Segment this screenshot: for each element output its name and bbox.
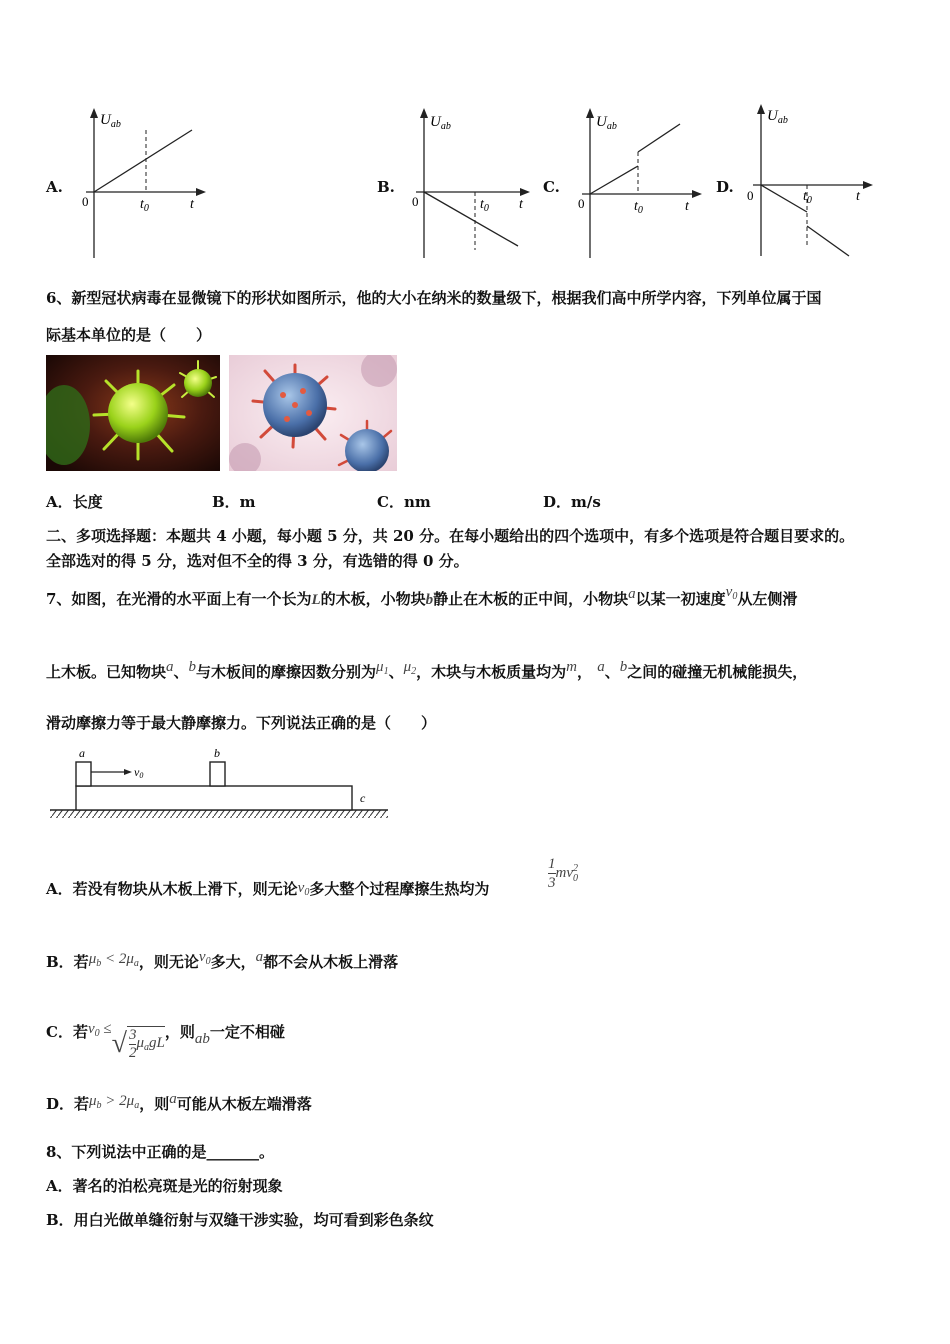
q7-stem-line3: 滑动摩擦力等于最大静摩擦力。下列说法正确的是（ ） <box>46 714 437 732</box>
fig-label-a: a <box>79 746 85 760</box>
q8-option-b: B．用白光做单缝衍射与双缝干涉实验，均可看到彩色条纹 <box>46 1211 434 1229</box>
graph-a-t: t <box>190 197 194 212</box>
graph-a-ylabel: $U_{ab}$ <box>100 112 121 130</box>
graph-a <box>78 104 208 264</box>
graph-d-ylabel: $U_{ab}$ <box>767 108 788 126</box>
graph-d-t: t <box>856 189 860 204</box>
virus-image-blue <box>229 355 397 471</box>
q6-option-c: C．nm <box>377 493 431 511</box>
graph-a-t0: $t_0$ <box>140 197 149 214</box>
q7-option-d: D．若$\mu_b > 2\mu_a$，则a可能从木板左端滑落 <box>46 1091 312 1113</box>
q6-option-a: A．长度 <box>46 493 103 511</box>
fig-label-b: b <box>214 746 220 760</box>
graph-d-t0: $t_0$ <box>803 189 812 206</box>
q6-stem-line2: 际基本单位的是（ ） <box>46 326 212 344</box>
q8-stem: 8、下列说法中正确的是_______。 <box>46 1143 274 1161</box>
graph-b-origin: 0 <box>412 194 419 209</box>
q7-option-c: C．若$v_0$ ≤√ $\frac{3}{2}$ $\mu_agL$，则ab一定不相碰 <box>46 1021 285 1061</box>
graph-c-label: C. <box>543 178 560 196</box>
graph-b-ylabel: $U_{ab}$ <box>430 114 451 132</box>
board-c <box>76 786 352 810</box>
graph-b-t0: $t_0$ <box>480 197 489 214</box>
graph-c <box>574 104 704 264</box>
section2-instructions-line1: 二、多项选择题：本题共 4 小题，每小题 5 分，共 20 分。在每小题给出的四个选项中，有多个选项是符合题目要求的。 <box>46 527 855 545</box>
section2-instructions-line2: 全部选对的得 5 分，选对但不全的得 3 分，有选错的得 0 分。 <box>46 552 469 570</box>
graph-b-t: t <box>519 197 523 212</box>
graph-c-origin: 0 <box>578 196 585 211</box>
graph-c-t0: $t_0$ <box>634 199 643 216</box>
graph-b <box>408 104 538 264</box>
graph-a-origin: 0 <box>82 194 89 209</box>
graph-b-label: B. <box>377 178 395 196</box>
q6-stem-line1: 6、新型冠状病毒在显微镜下的形状如图所示，他的大小在纳米的数量级下，根据我们高中所学内容，下列单位属于国 <box>46 289 822 307</box>
q7-board-figure <box>46 744 392 826</box>
q7-stem-line2: 上木板。已知物块a、b与木板间的摩擦因数分别为$\mu_1$、$\mu_2$，木块与木板质量均为m， a、b之间的碰撞无机械能损失， <box>46 659 808 681</box>
q7-option-b: B．若$\mu_b < 2\mu_a$，则无论$v_0$多大，a都不会从木板上滑落 <box>46 949 399 971</box>
graph-c-ylabel: $U_{ab}$ <box>596 114 617 132</box>
graph-a-label: A. <box>46 178 63 196</box>
q7-option-a: A．若没有物块从木板上滑下，则无论$v_0$多大整个过程摩擦生热均为 <box>46 880 490 898</box>
q8-option-a: A．著名的泊松亮斑是光的衍射现象 <box>46 1177 283 1195</box>
graph-d <box>745 100 875 262</box>
graph-c-t: t <box>685 199 689 214</box>
q6-option-d: D．m/s <box>543 493 601 511</box>
q7-option-a-formula: $\frac{1}{3}$ mv 2 0 <box>548 856 578 891</box>
q6-option-b: B．m <box>212 493 256 511</box>
fig-label-c: c <box>360 791 366 805</box>
graph-d-origin: 0 <box>747 188 754 203</box>
fig-label-v0: v0 <box>134 765 144 780</box>
virus-image-green <box>46 355 220 471</box>
graph-d-label: D. <box>716 178 734 196</box>
q7-stem-line1: 7、如图，在光滑的水平面上有一个长为L的木板，小物块b静止在木板的正中间，小物块a以某一初速度$v_0$从左侧滑 <box>46 584 798 608</box>
block-a <box>76 762 91 786</box>
block-b <box>210 762 225 786</box>
